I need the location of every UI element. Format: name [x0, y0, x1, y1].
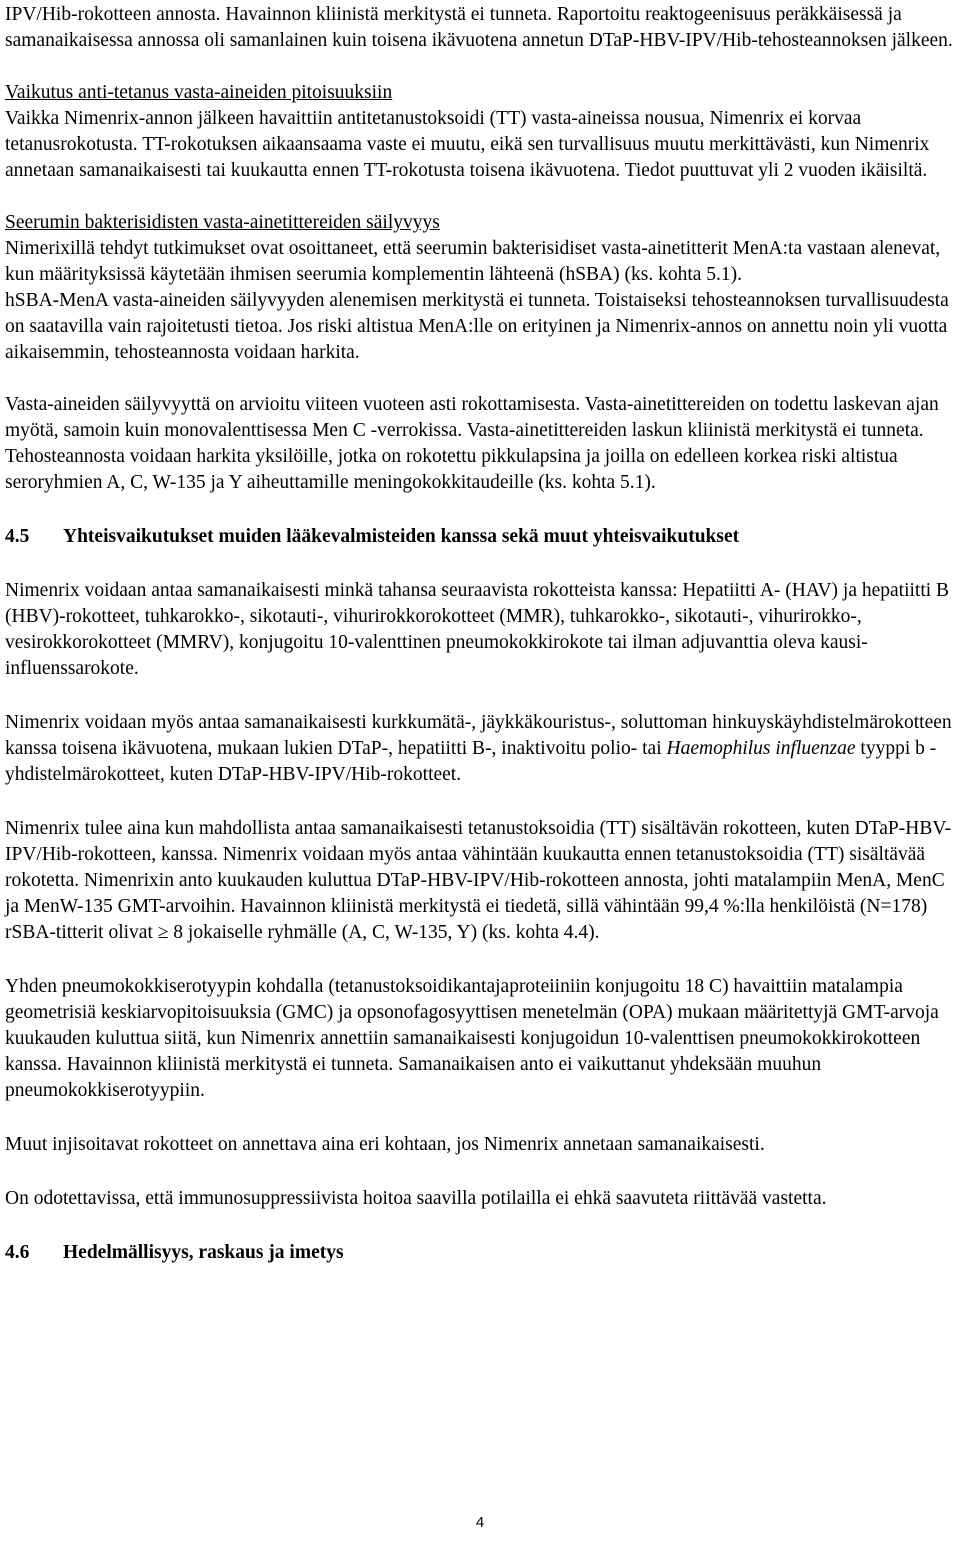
text-run: tyyppi b -yhdistelmärokotteet, kuten DTaP-HBV-IPV/Hib-rokotteet. — [5, 738, 937, 785]
document-page — [5, 2, 957, 1266]
section-number: 4.6 — [5, 1242, 30, 1263]
subheading-tetanus: Vaikutus anti-tetanus vasta-aineiden pitoisuuksiin — [5, 82, 393, 103]
paragraph-tetanus: Vaikka Nimenrix-annon jälkeen havaittiin antitetanustoksoidi (TT) vasta-aineissa nousua, Nimenrix ei korvaa tetanusrokotusta. TT-rokotuksen aikaansaama vaste ei muutu, eikä sen turvallisuus muutu merkittävästi, kun Nimenrix annetaan samanaikaisesti tai kuukautta ennen TT-rokotusta toisena ikävuotena. Tiedot puuttuvat yli 2 vuoden ikäisiltä. — [5, 108, 930, 181]
section-number: 4.5 — [5, 526, 30, 547]
paragraph-coadministration-1: Nimenrix voidaan antaa samanaikaisesti minkä tahansa seuraavista rokotteista kanssa: Hepatiitti A- (HAV) ja hepatiitti B (HBV)-rokotteet, tuhkarokko-, sikotauti-, vihurirokkorokotteet (MMR), tuhkarokko-, sikotauti-, vihurirokko-, vesirokkorokotteet (MMRV), konjugoitu 10-valenttinen pneumokokkirokote tai ilman adjuvanttia oleva kausi-influenssarokote. — [5, 580, 950, 679]
paragraph-injection-sites: Muut injisoitavat rokotteet on annettava aina eri kohtaan, jos Nimenrix annetaan samanaikaisesti. — [5, 1134, 765, 1155]
paragraph-coadministration-3: Nimenrix tulee aina kun mahdollista antaa samanaikaisesti tetanustoksoidia (TT) sisältävän rokotteen, kuten DTaP-HBV-IPV/Hib-rokotteen, kanssa. Nimenrix voidaan myös antaa vähintään kuukautta ennen tetanustoksoidia (TT) sisältävää rokotetta. Nimenrixin anto kuukauden kuluttua DTaP-HBV-IPV/Hib-rokotteen annosta, johti matalampiin MenA, MenC ja MenW-135 GMT-arvoihin. Havainnon kliinistä merkitystä ei tiedetä, sillä vähintään 99,4 %:lla henkilöistä (N=178) rSBA-titterit olivat ≥ 8 jokaiselle ryhmälle (A, C, W-135, Y) (ks. kohta 4.4). — [5, 818, 952, 943]
paragraph-serum-2: hSBA-MenA vasta-aineiden säilyvyyden alenemisen merkitystä ei tunneta. Toistaiseksi tehosteannoksen turvallisuudesta on saatavilla vain rajoitetusti tietoa. Jos riski altistua MenA:lle on erityinen ja Nimenrix-annos on annettu noin yli vuotta aikaisemmin, tehosteannosta voidaan harkita. — [5, 290, 949, 363]
paragraph-immunosuppression: On odotettavissa, että immunosuppressiivista hoitoa saavilla potilailla ei ehkä saavuteta riittävää vastetta. — [5, 1188, 827, 1209]
section-heading-4-6 — [5, 1240, 957, 1266]
italic-species-name: Haemophilus influenzae — [666, 738, 856, 759]
text-run: Nimenrix voidaan myös antaa samanaikaisesti kurkkumätä-, jäykkäkouristus-, soluttoman hinkuyskäyhdistelmärokotteen kanssa toisena ikävuotena, mukaan lukien DTaP-, hepatiitti B-, inaktivoitu polio- tai — [5, 712, 952, 759]
page-number: 4 — [475, 1514, 485, 1531]
paragraph-serum-1: Nimerixillä tehdyt tutkimukset ovat osoittaneet, että seerumin bakterisidiset vasta-ainetitterit MenA:ta vastaan alenevat, kun määrityksissä käytetään ihmisen seerumia komplementin lähteenä (hSBA) (ks. kohta 5.1). — [5, 238, 941, 285]
paragraph-continued: IPV/Hib-rokotteen annosta. Havainnon kliinistä merkitystä ei tunneta. Raportoitu reaktogeenisuus peräkkäisessä ja samanaikaisessa annossa oli samanlainen kuin toisena ikävuotena annetun DTaP-HBV-IPV/Hib-tehosteannoksen jälkeen. — [5, 4, 953, 51]
paragraph-coadministration-2 — [5, 710, 957, 788]
section-heading-4-5 — [5, 524, 957, 550]
section-title: Hedelmällisyys, raskaus ja imetys — [63, 1242, 344, 1263]
paragraph-pneumococcal: Yhden pneumokokkiserotyypin kohdalla (tetanustoksoidikantajaproteiiniin konjugoitu 18 C) havaittiin matalampia geometrisiä keskiarvopitoisuuksia (GMC) ja opsonofagosyyttisen menetelmän (OPA) mukaan määritettyjä GMT-arvoja kuukauden kuluttua siitä, kun Nimenrix annettiin samanaikaisesti konjugoidun 10-valenttisen pneumokokkirokotteen kanssa. Havainnon kliinistä merkitystä ei tunneta. Samanaikaisen anto ei vaikuttanut yhdeksään muuhun pneumokokkiserotyypiin. — [5, 976, 939, 1101]
subheading-serum-persistence: Seerumin bakterisidisten vasta-ainetittereiden säilyvyys — [5, 212, 440, 233]
section-title: Yhteisvaikutukset muiden lääkevalmisteiden kanssa sekä muut yhteisvaikutukset — [63, 526, 740, 547]
paragraph-antibody-persistence: Vasta-aineiden säilyvyyttä on arvioitu viiteen vuoteen asti rokottamisesta. Vasta-ainetittereiden on todettu laskevan ajan myötä, samoin kuin monovalenttisessa Men C -verrokissa. Vasta-ainetittereiden laskun kliinistä merkitystä ei tunneta. Tehosteannosta voidaan harkita yksilöille, jotka on rokotettu pikkulapsina ja joilla on edelleen korkea riski altistua seroryhmien A, C, W-135 ja Y aiheuttamille meningokokkitaudeille (ks. kohta 5.1). — [5, 394, 939, 493]
